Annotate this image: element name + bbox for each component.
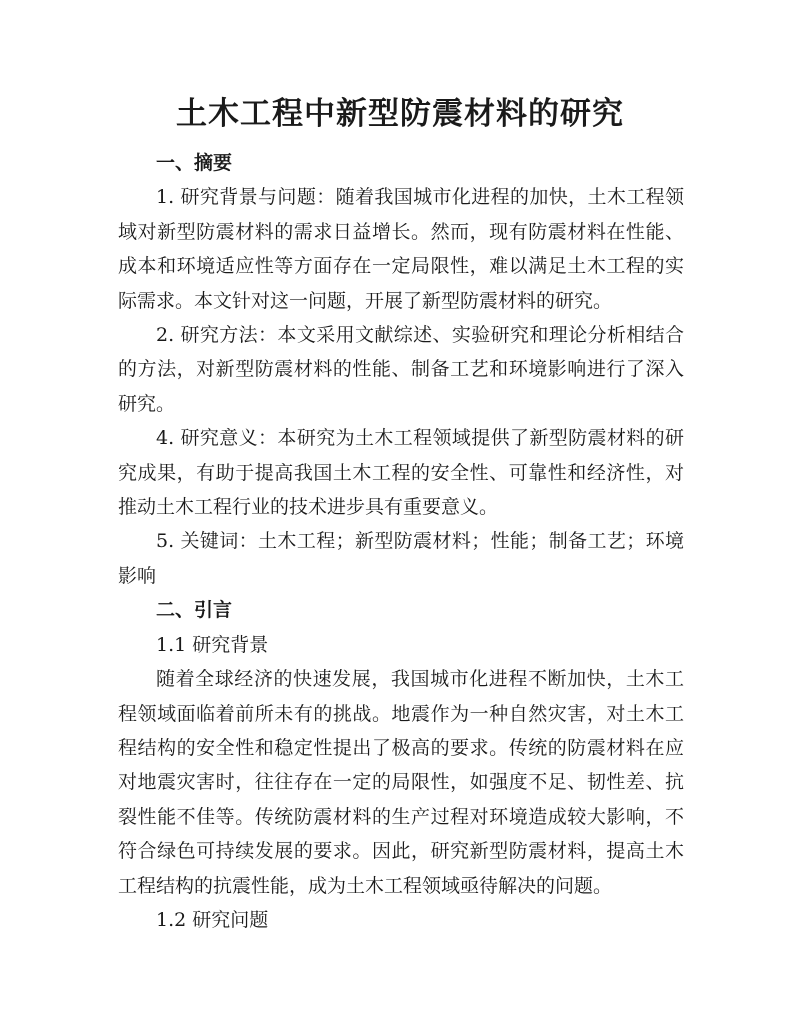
paragraph-research-method: 2. 研究方法：本文采用文献综述、实验研究和理论分析相结合的方法，对新型防震材料的性能、制备工艺和环境影响进行了深入研究。 [118,324,684,415]
paragraph-keywords: 5. 关键词：土木工程；新型防震材料；性能；制备工艺；环境影响 [118,530,684,587]
paragraph-research-significance: 4. 研究意义：本研究为土木工程领域提供了新型防震材料的研究成果，有助于提高我国土木工程的安全性、可靠性和经济性，对推动土木工程行业的技术进步具有重要意义。 [118,427,684,519]
document-body [118,146,684,937]
document-title: 土木工程中新型防震材料的研究 [176,96,624,132]
paragraph-research-background: 1. 研究背景与问题：随着我国城市化进程的加快，土木工程领域对新型防震材料的需求日益增长。然而，现有防震材料在性能、成本和环境适应性等方面存在一定局限性，难以满足土木工程的实际需求。本文针对这一问题，开展了新型防震材料的研究。 [118,186,684,312]
subsection-heading-1-1: 1.1 研究背景 [156,633,269,656]
paragraph-background-body: 随着全球经济的快速发展，我国城市化进程不断加快，土木工程领域面临着前所未有的挑战。地震作为一种自然灾害，对土木工程结构的安全性和稳定性提出了极高的要求。传统的防震材料在应对地震灾害时，往往存在一定的局限性，如强度不足、韧性差、抗裂性能不佳等。传统防震材料的生产过程对环境造成较大影响，不符合绿色可持续发展的要求。因此，研究新型防震材料，提高土木工程结构的抗震性能，成为土木工程领域亟待解决的问题。 [118,668,684,897]
section-heading-abstract: 一、摘要 [156,152,233,174]
subsection-heading-1-2: 1.2 研究问题 [156,908,269,931]
section-heading-introduction: 二、引言 [156,599,233,622]
